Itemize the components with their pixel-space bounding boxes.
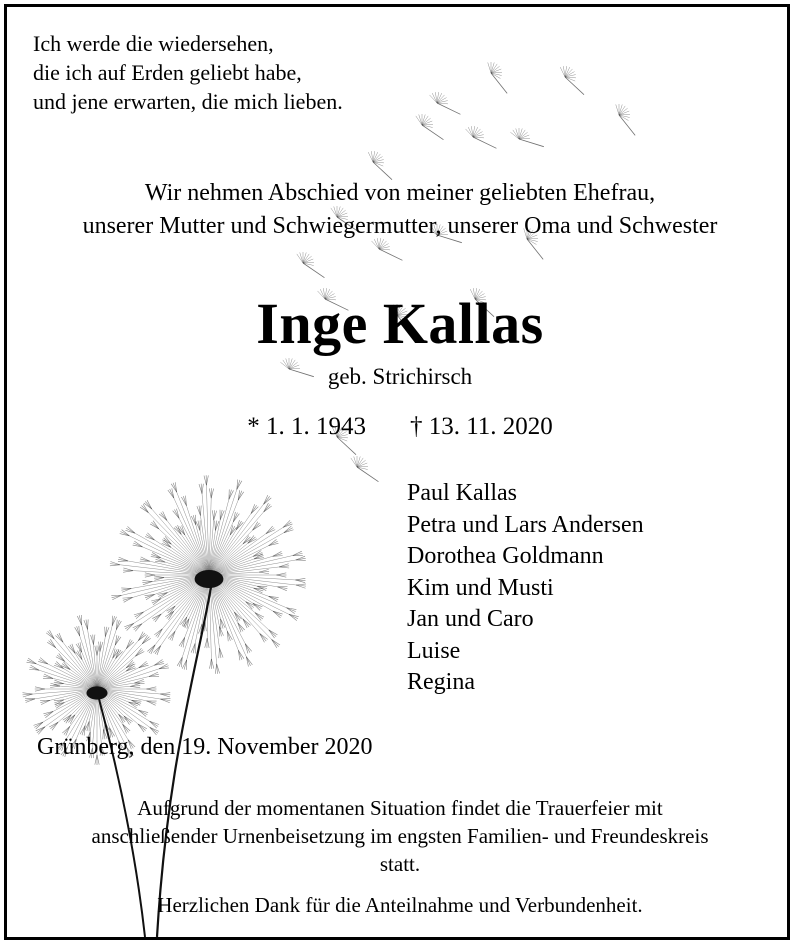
quote-line-3: und jene erwarten, die mich lieben. [33, 89, 343, 114]
place-and-date: Grünberg, den 19. November 2020 [37, 734, 373, 760]
maiden-name: geb. Strichirsch [327, 364, 473, 389]
mourners-list [407, 478, 644, 699]
quote-line-1: Ich werde die wiedersehen, [33, 31, 274, 56]
mourner-item: Kim und Musti [407, 574, 554, 601]
notice-line-1: Aufgrund der momentanen Situation findet die Trauerfeier mit [137, 796, 663, 820]
memorial-quote [33, 29, 343, 116]
mourner-item: Dorothea Goldmann [407, 543, 604, 569]
flying-seed-icon [560, 66, 584, 95]
thanks-line: Herzlichen Dank für die Anteilnahme und Verbundenheit. [157, 893, 643, 917]
flying-seed-icon [488, 62, 507, 93]
dandelion-large-head [110, 475, 306, 674]
quote-line-2: die ich auf Erden geliebt habe, [33, 60, 302, 85]
ceremony-notice [7, 794, 790, 878]
farewell-intro [7, 177, 790, 243]
obituary-frame [4, 4, 790, 940]
flying-seed-icon [616, 104, 635, 135]
mourner-item: Paul Kallas [407, 480, 517, 506]
mourner-item: Jan und Caro [407, 606, 534, 632]
notice-line-3: statt. [379, 852, 421, 876]
mourner-item: Petra und Lars Andersen [407, 511, 644, 538]
flying-seed-icon [368, 151, 392, 180]
life-dates [7, 411, 790, 443]
intro-line-1: Wir nehmen Abschied von meiner geliebten Ehefrau, [144, 180, 656, 206]
birth-date: * 1. 1. 1943 [247, 413, 366, 440]
mourner-item: Luise [407, 637, 461, 664]
intro-line-2: unserer Mutter und Schwiegermutter, unserer Oma und Schwester [82, 213, 718, 239]
flying-seed-icon [466, 126, 497, 148]
flying-seed-icon [351, 456, 379, 482]
flying-seed-icon [510, 128, 543, 147]
flying-seed-icon [416, 114, 444, 140]
flying-seed-icon [430, 92, 461, 114]
deceased-name: Inge Kallas [256, 291, 544, 356]
notice-line-2: anschließender Urnenbeisetzung im engsten Familien- und Freundeskreis [91, 824, 709, 848]
mourner-item: Regina [407, 669, 475, 695]
flying-seed-icon [297, 252, 325, 278]
death-date: † 13. 11. 2020 [409, 413, 553, 440]
